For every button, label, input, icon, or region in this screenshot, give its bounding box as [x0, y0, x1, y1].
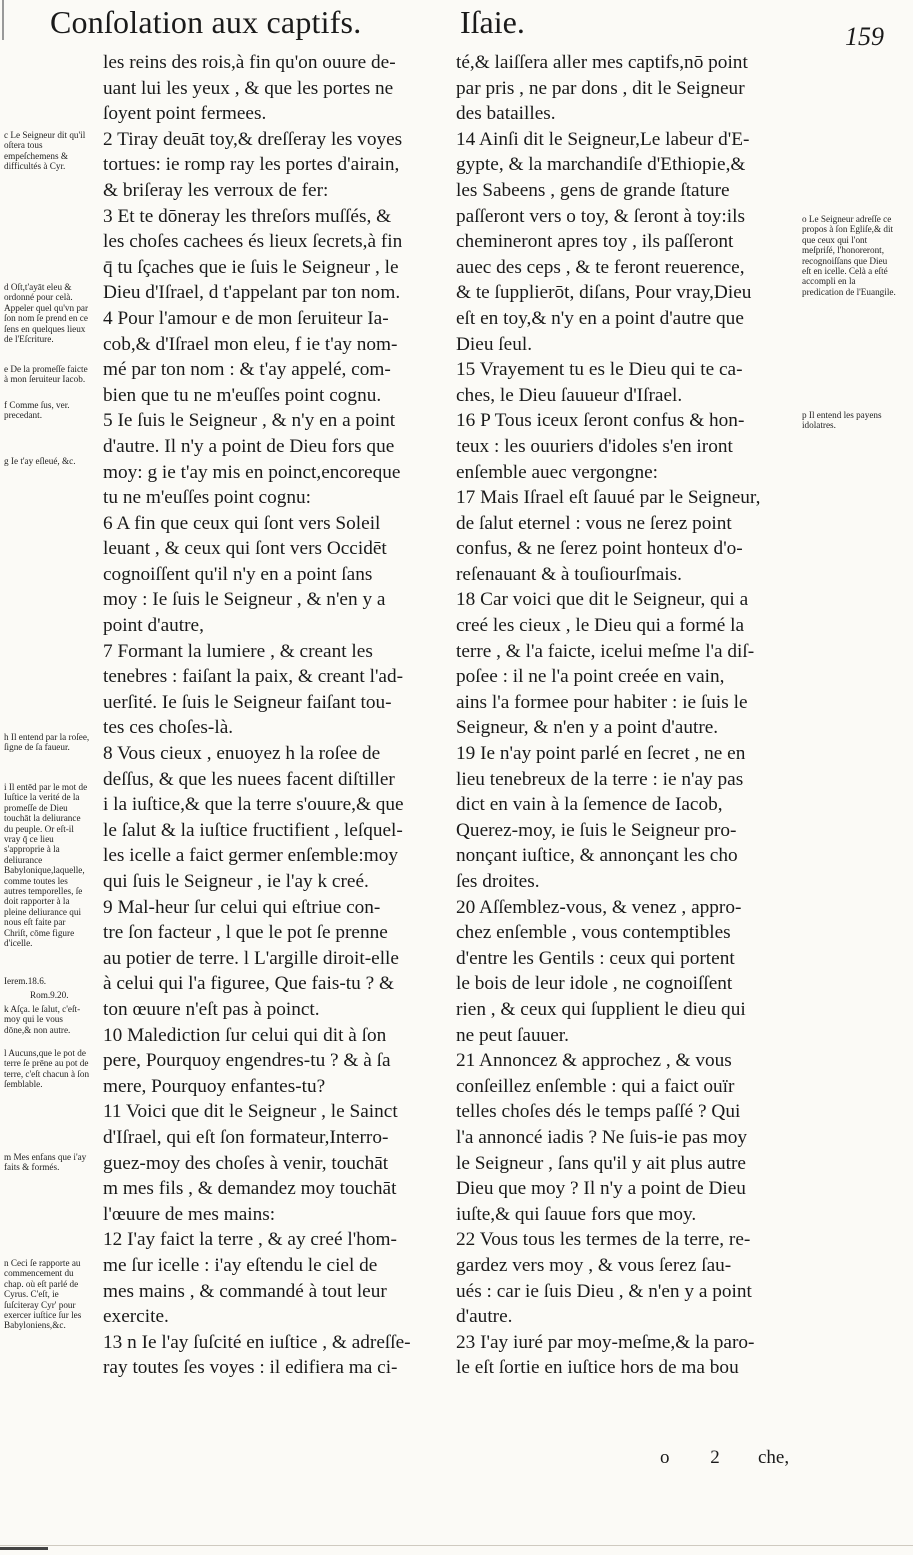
text-line: cognoiſſent qu'il n'y en a point ſans — [103, 563, 373, 585]
margin-note-c: c Le Seigneur dit qu'il oſtera tous empeſchemens & difficultés à Cyr. — [4, 130, 86, 172]
text-line: & te ſupplierōt, diſans, Pour vray,Dieu — [456, 282, 752, 304]
text-line: tu ne m'euſſes point cognu: — [103, 487, 312, 509]
text-line: 3 Et te dōneray les threſors muſſés, & — [103, 205, 392, 227]
text-line: 8 Vous cieux , enuoyez h la roſee de — [103, 743, 381, 765]
text-line: des batailles. — [456, 103, 556, 125]
page-bottom-rule — [0, 1545, 913, 1546]
margin-note-n: n Ceci ſe rapporte au commencement du chap. où eſt parlé de Cyrus. C'eſt, ie ſuſciteray Cyr' pour exercer iuſtice ſur les Babyloniens,&c. — [4, 1258, 82, 1331]
right-text-column — [456, 50, 796, 1381]
text-line: m mes fils , & demandez moy touchāt — [103, 1178, 397, 1200]
text-line: moy: g ie t'ay mis en poinct,encoreque — [103, 461, 401, 483]
text-line: nonçant iuſtice, & annonçant les cho — [456, 845, 738, 867]
text-line: d'autre. — [456, 1306, 513, 1328]
text-line: le bois de leur idole , ne cognoiſſent — [456, 973, 733, 995]
text-line: chemineront apres toy , ils paſſeront — [456, 231, 734, 253]
text-line: 9 Mal-heur ſur celui qui eſtriue con- — [103, 896, 381, 918]
margin-note-d: d Oſt,t'ayāt eleu & ordonné pour celà. Appeler quel qu'vn par ſon nom ſe prend en ce ſens en quelques lieux de l'Eſcriture. — [4, 282, 89, 345]
text-line: tenebres : faiſant la paix, & creant l'ad- — [103, 666, 404, 688]
left-text-column — [103, 50, 431, 1381]
book-title: Iſaie. — [460, 4, 525, 40]
text-line: teux : les ouuriers d'idoles s'en iront — [456, 435, 733, 457]
running-header — [50, 4, 910, 50]
text-line: 6 A fin que ceux qui ſont vers Soleil — [103, 512, 381, 534]
text-line: telles choſes dés le temps paſſé ? Qui — [456, 1101, 741, 1123]
text-line: 12 I'ay faict la terre , & ay creé l'hom- — [103, 1229, 397, 1251]
running-title: Conſolation aux captifs. — [50, 4, 362, 40]
text-line: chez enſemble , vous contemptibles — [456, 922, 731, 944]
margin-note-l: l Aucuns,que le pot de terre ſe prēne au pot de terre, c'eſt chacun à ſon ſemblable. — [4, 1048, 90, 1090]
text-line: 21 Annoncez & approchez , & vous — [456, 1050, 732, 1072]
text-line: 15 Vrayement tu es le Dieu qui te ca- — [456, 359, 743, 381]
text-line: exercite. — [103, 1306, 169, 1328]
margin-ref-romans: Rom.9.20. — [30, 990, 69, 1000]
margin-note-k: k Aſça. le ſalut, c'eſt-moy qui le vous dōne,& non autre. — [4, 1004, 81, 1035]
text-line: guez-moy des choſes à venir, touchāt — [103, 1152, 389, 1174]
text-line: Dieu que moy ? Il n'y a point de Dieu — [456, 1178, 746, 1200]
text-line: Seigneur, & n'en y a point d'autre. — [456, 717, 719, 739]
text-line: dict en vain à la ſemence de Iacob, — [456, 794, 723, 816]
text-line: tes ces choſes-là. — [103, 717, 234, 739]
text-line: point d'autre, — [103, 615, 204, 637]
text-line: Querez-moy, ie ſuis le Seigneur pro- — [456, 819, 737, 841]
text-line: Dieu d'Iſrael, d t'appelant par ton nom. — [103, 282, 401, 304]
text-line: 13 n Ie l'ay ſuſcité en iuſtice , & adreſſe- — [103, 1331, 411, 1353]
text-line: les icelle a faict germer enſemble:moy — [103, 845, 398, 867]
text-line: té,& laiſſera aller mes captifs,nō point — [456, 52, 748, 73]
text-line: deſſus, & que les nuees facent diſtiller — [103, 768, 395, 790]
text-line: les choſes cachees és lieux ſecrets,à fin — [103, 231, 403, 253]
text-line: paſſeront vers o toy, & ſeront à toy:ils — [456, 205, 745, 227]
text-line: mé par ton nom : & t'ay appelé, com- — [103, 359, 391, 381]
text-line: me ſur icelle : i'ay eſtendu le ciel de — [103, 1254, 378, 1276]
text-line: 4 Pour l'amour e de mon ſeruiteur Ia- — [103, 307, 389, 329]
text-line: ne peut ſauuer. — [456, 1024, 569, 1046]
text-line: 23 I'ay iuré par moy-meſme,& la paro- — [456, 1331, 755, 1353]
margin-note-p: p Il entend les payens idolatres. — [802, 410, 882, 431]
text-line: ton œuure n'eſt pas à poinct. — [103, 998, 320, 1020]
text-line: ches, le Dieu ſauueur d'Iſrael. — [456, 384, 683, 406]
text-line: le eſt ſortie en iuſtice hors de ma bou — [456, 1357, 739, 1379]
margin-note-i: i Il entēd par le mot de Iuſtice la verité de la promeſſe de Dieu touchāt la deliurance du peuple. Or eſt-il vray q̄ ce lieu s'approprie à la deliurance Babylonique,laquelle, comme toutes les autres temporelles, ſe doit rapporter à la pleine deliurance qui nous eſt faite par Chriſt, cōme figure d'icelle. — [4, 782, 88, 949]
text-line: mes mains , & commandé à tout leur — [103, 1280, 387, 1302]
text-line: uant lui les yeux , & que les portes ne — [103, 77, 394, 99]
text-line: d'entre les Gentils : ceux qui portent — [456, 947, 735, 969]
text-line: 10 Malediction ſur celui qui dit à ſon — [103, 1024, 387, 1046]
text-line: poſee : il ne l'a point creée en vain, — [456, 666, 725, 688]
text-line: les reins des rois,à fin qu'on ouure de- — [103, 52, 396, 73]
margin-note-m: m Mes enfans que i'ay faits & formés. — [4, 1152, 87, 1173]
text-line: l'œuure de mes mains: — [103, 1203, 276, 1225]
text-line: auec des ceps , & te feront reuerence, — [456, 256, 745, 278]
text-line: au potier de terre. l L'argille diroit-elle — [103, 947, 399, 969]
text-line: lieu tenebreux de la terre : ie n'ay pas — [456, 768, 744, 790]
text-line: enſemble auec vergongne: — [456, 461, 659, 483]
text-line: le ſalut & la iuſtice fructifient , leſquel- — [103, 819, 403, 841]
text-line: tortues: ie romp ray les portes d'airain, — [103, 154, 400, 176]
text-line: d'Iſrael, qui eſt ſon formateur,Interro- — [103, 1126, 389, 1148]
margin-note-g: g Ie t'ay eſleué, &c. — [4, 456, 76, 466]
text-line: l'a annoncé iadis ? Ne ſuis-ie pas moy — [456, 1126, 747, 1148]
text-line: ſes droites. — [456, 871, 540, 892]
text-line: ués : car ie ſuis Dieu , & n'en y a point — [456, 1280, 752, 1302]
text-line: 19 Ie n'ay point parlé en ſecret , ne en — [456, 743, 746, 765]
text-line: 18 Car voici que dit le Seigneur, qui a — [456, 589, 749, 611]
text-line: Dieu ſeul. — [456, 333, 533, 355]
signature-mark: o 2 — [660, 1447, 738, 1468]
text-line: eſt en toy,& n'y en a point d'autre que — [456, 307, 744, 329]
text-line: uerſité. Ie ſuis le Seigneur faiſant tou- — [103, 691, 392, 713]
text-line: & briſeray les verroux de fer: — [103, 179, 329, 201]
text-line: terre , & l'a faicte, icelui meſme l'a diſ- — [456, 640, 755, 662]
text-line: 11 Voici que dit le Seigneur , le Sainct — [103, 1101, 398, 1123]
text-line: de ſalut eternel : vous ne ſerez point — [456, 512, 732, 534]
text-line: reſenauant & à touſiourſmais. — [456, 563, 682, 585]
text-line: 22 Vous tous les termes de la terre, re- — [456, 1229, 751, 1251]
text-line: ray toutes ſes voyes : il edifiera ma ci- — [103, 1357, 398, 1379]
text-line: pere, Pourquoy engendres-tu ? & à ſa — [103, 1050, 391, 1072]
text-line: rien , & ceux qui ſupplient le dieu qui — [456, 998, 746, 1020]
text-line: gardez vers moy , & vous ſerez ſau- — [456, 1254, 732, 1276]
text-line: creé les cieux , le Dieu qui a formé la — [456, 615, 745, 637]
text-line: moy : Ie ſuis le Seigneur , & n'en y a — [103, 589, 386, 611]
text-line: ſoyent point fermees. — [103, 103, 267, 125]
page-number: 159 — [845, 22, 884, 51]
text-line: conſeillez enſemble : qui a faict ouïr — [456, 1075, 735, 1097]
page-edge-mark — [0, 1547, 48, 1550]
text-line: 16 P Tous iceux ſeront confus & hon- — [456, 410, 745, 432]
margin-note-f: f Comme ſus, ver. precedant. — [4, 400, 70, 421]
text-line: cob,& d'Iſrael mon eleu, f ie t'ay nom- — [103, 333, 398, 355]
text-line: 14 Ainſi dit le Seigneur,Le labeur d'E- — [456, 128, 750, 150]
catchword: che, — [758, 1447, 790, 1468]
text-line: le Seigneur , ſans qu'il y ait plus autre — [456, 1152, 746, 1174]
margin-note-e: e De la promeſſe faicte à mon ſeruiteur Iacob. — [4, 364, 88, 385]
text-line: mere, Pourquoy enfantes-tu? — [103, 1075, 326, 1097]
margin-ref-jeremiah: Ierem.18.6. — [4, 976, 47, 986]
text-line: 20 Aſſemblez-vous, & venez , appro- — [456, 896, 742, 918]
text-line: à celui qui l'a figuree, Que fais-tu ? & — [103, 973, 394, 995]
text-line: confus, & ne ſerez point honteux d'o- — [456, 538, 743, 560]
text-line: 5 Ie ſuis le Seigneur , & n'y en a point — [103, 410, 396, 432]
text-line: bien que tu ne m'euſſes point cognu. — [103, 384, 382, 406]
text-line: leuant , & ceux qui ſont vers Occidēt — [103, 538, 387, 560]
text-line: gypte, & la marchandiſe d'Ethiopie,& — [456, 154, 746, 176]
text-line: les Sabeens , gens de grande ſtature — [456, 179, 730, 201]
binding-mark — [2, 0, 4, 40]
text-line: par pris , ne par dons , dit le Seigneur — [456, 77, 745, 99]
text-line: d'autre. Il n'y a point de Dieu fors que — [103, 435, 395, 457]
text-line: tre ſon facteur , l que le pot ſe prenne — [103, 922, 388, 944]
text-line: i la iuſtice,& que la terre s'ouure,& que — [103, 794, 404, 816]
margin-note-o: o Le Seigneur adreſſe ce propos à ſon Egliſe,& dit que ceux qui l'ont meſpriſé, l'honoreront, recognoiſſans que Dieu eſt en icelle. Celà a eſté accompli en la predication de l'Euangile. — [802, 214, 896, 297]
text-line: ains l'a formee pour habiter : ie ſuis le — [456, 691, 748, 713]
text-line: 7 Formant la lumiere , & creant les — [103, 640, 373, 662]
text-line: qui ſuis le Seigneur , ie l'ay k creé. — [103, 871, 369, 892]
text-line: 17 Mais Iſrael eſt ſauué par le Seigneur, — [456, 487, 761, 509]
text-line: iuſte,& qui ſauue fors que moy. — [456, 1203, 697, 1225]
margin-note-h: h Il entend par la roſee, ſigne de ſa faueur. — [4, 732, 90, 753]
text-line: q̄ tu ſçaches que ie ſuis le Seigneur , le — [103, 256, 399, 278]
text-line: 2 Tiray deuāt toy,& dreſſeray les voyes — [103, 128, 403, 150]
